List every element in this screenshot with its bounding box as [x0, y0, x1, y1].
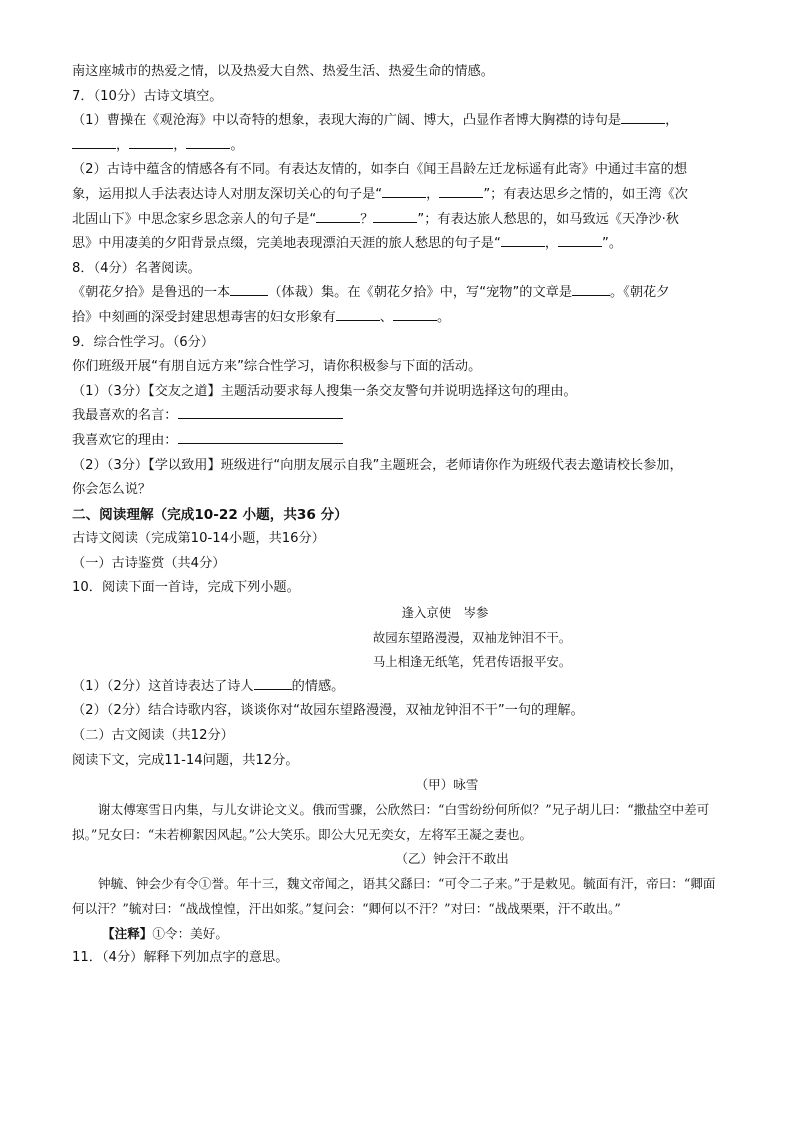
part2-title: （二）古文阅读（共12分） [72, 728, 234, 744]
section2-part1: （一）古诗鉴赏（共4分） [72, 555, 226, 571]
passage-yi-title: （乙）钟会汗不敢出 [395, 851, 509, 867]
answer-blank[interactable] [129, 134, 173, 149]
q7-part2-line2: 象，运用拟人手法表达诗人对朋友深切关心的句子是“ ， ”；有表达思乡之情的，如王湾《次 [72, 183, 722, 208]
q10-title: 10．阅读下面一首诗，完成下列小题。 [72, 580, 300, 596]
intro-tail: 南这座城市的热爱之情，以及热爱大自然、热爱生活、热爱生命的情感。 [72, 64, 494, 79]
passage-jia-text: 谢太傅寒雪日内集，与儿女讲论文义。俄而雪骤，公欣然曰：“白雪纷纷何所似？”兄子胡儿曰：“撒盐空中差可拟。”兄女曰：“未若柳絮因风起。”公大笑乐。即公大兄无奕女，左将军王凝之妻也。 [72, 801, 710, 842]
q11-title: 11．（4分）解释下列加点字的意思。 [72, 950, 289, 966]
q9-part2-line1: （2）（3分）【学以致用】班级进行“向朋友展示自我”主题班会，老师请你作为班级代表去邀请校长参加， [72, 457, 683, 473]
answer-blank[interactable] [393, 306, 437, 321]
annotation: 【注释】①令：美好。 [102, 925, 228, 941]
poem-title: 逢入京使 岑参 [401, 605, 489, 621]
q8-title: 8．（4分）名著阅读。 [72, 260, 201, 276]
q9-intro: 你们班级开展“有朋自远方来”综合性学习，请你积极参与下面的活动。 [72, 359, 482, 375]
answer-blank[interactable] [621, 109, 665, 124]
q9-favorite-quote: 我最喜欢的名言： [72, 404, 722, 429]
q9-part1: （1）（3分）【交友之道】主题活动要求每人搜集一条交友警句并说明选择这句的理由。 [72, 383, 577, 399]
q8-line1: 《朝花夕拾》是鲁迅的一本 （体裁）集。在《朝花夕拾》中，写“宠物”的文章是 。《朝花夕 [72, 281, 722, 306]
reason-blank[interactable] [178, 429, 343, 444]
passage-yi-text: 钟毓、钟会少有令①誉。年十三，魏文帝闻之，语其父繇曰：“可令二子来。”于是敕见。毓面有汗，帝曰：“卿面何以汗？”毓对曰：“战战惶惶，汗出如浆。”复问会：“卿何以不汗？”对曰：“战战栗栗，汗不敢出。” [72, 876, 716, 916]
answer-blank[interactable] [316, 208, 360, 223]
answer-blank[interactable] [373, 208, 417, 223]
answer-blank[interactable] [382, 183, 426, 198]
section2-subtitle: 古诗文阅读（完成第10-14小题，共16分） [72, 531, 325, 547]
part2-intro: 阅读下文，完成11-14问题，共12分。 [72, 752, 299, 768]
q7-title: 7．（10分）古诗文填空。 [72, 88, 223, 104]
answer-blank[interactable] [572, 281, 610, 296]
answer-blank[interactable] [186, 134, 230, 149]
answer-blank[interactable] [501, 232, 545, 247]
q7-part1-line2: ， ， 。 [72, 134, 722, 159]
answer-blank[interactable] [439, 183, 483, 198]
answer-blank[interactable] [254, 675, 292, 690]
answer-blank[interactable] [72, 134, 116, 149]
q9-reason: 我喜欢它的理由： [72, 429, 722, 454]
q9-title: 9．综合性学习。（6分） [72, 334, 215, 350]
passage-jia-title: （甲）咏雪 [415, 777, 479, 793]
favorite-quote-blank[interactable] [178, 404, 343, 419]
q7-part2-line1: （2）古诗中蕴含的情感各有不同。有表达友情的，如李白《闻王昌龄左迁龙标遥有此寄》中通过丰富的想 [72, 162, 688, 178]
answer-blank[interactable] [558, 232, 602, 247]
q9-part2-line2: 你会怎么说？ [72, 482, 152, 498]
answer-blank[interactable] [336, 306, 380, 321]
q10-part2: （2）（2分）结合诗歌内容，谈谈你对“故园东望路漫漫，双袖龙钟泪不干”一句的理解。 [72, 703, 584, 719]
answer-blank[interactable] [230, 281, 268, 296]
section2-title: 二、阅读理解（完成10-22 小题，共36 分） [72, 506, 348, 523]
q7-part2-line3: 北固山下》中思念家乡思念亲人的句子是“ ？ ”；有表达旅人愁思的，如马致远《天净沙·秋 [72, 208, 722, 233]
q10-part1: （1）（2分）这首诗表达了诗人 的情感。 [72, 675, 722, 700]
poem-line: 故园东望路漫漫，双袖龙钟泪不干。 [372, 629, 572, 645]
q7-part1-line1: （1）曹操在《观沧海》中以奇特的想象，表现大海的广阔、博大，凸显作者博大胸襟的诗句是 ， [72, 109, 722, 134]
poem-line: 马上相逢无纸笔，凭君传语报平安。 [372, 654, 572, 670]
q8-line2: 拾》中刻画的深受封建思想毒害的妇女形象有 、 。 [72, 306, 722, 331]
q7-part2-line4: 思》中用凄美的夕阳背景点缀，完美地表现漂泊天涯的旅人愁思的句子是“ ， ”。 [72, 232, 722, 257]
